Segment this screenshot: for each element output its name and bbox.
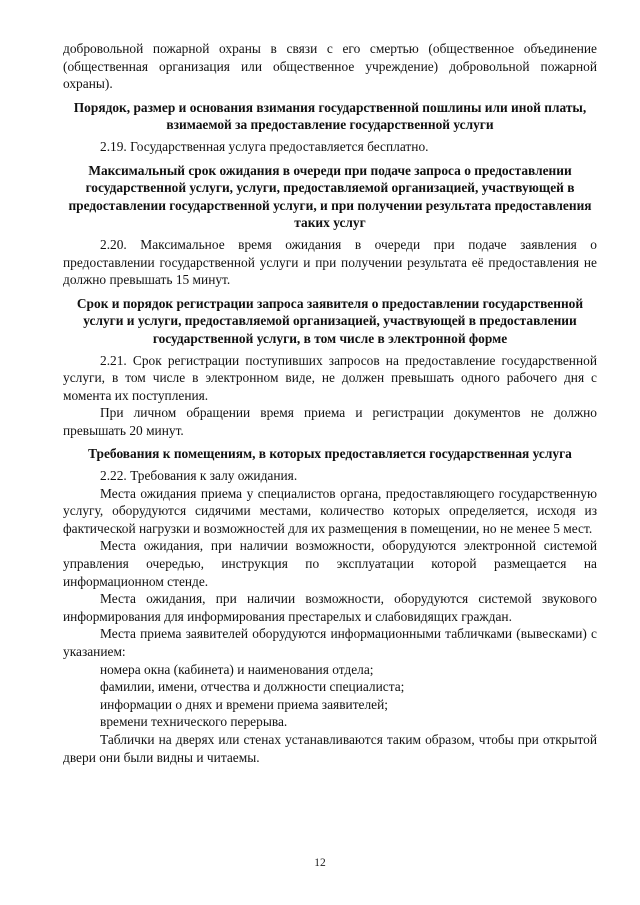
list-item: времени технического перерыва. — [100, 714, 288, 730]
paragraph-2-22: 2.22. Требования к залу ожидания. — [100, 468, 298, 484]
section-heading-registration: Срок и порядок регистрации запроса заявителя о предоставлении государственной услуги и услуги, предоставляемой организацией, участвующей в предоставлении государственной услуги, в том числе в электронной форме — [76, 295, 584, 346]
page-number: 12 — [314, 857, 326, 869]
list-item: информации о днях и времени приема заявителей; — [100, 696, 388, 712]
list-item: фамилии, имени, отчества и должности специалиста; — [100, 679, 405, 695]
paragraph-signage: Места приема заявителей оборудуются информационными табличками (вывесками) с указанием: — [63, 626, 597, 659]
list-item: номера окна (кабинета) и наименования отдела; — [100, 661, 374, 677]
paragraph-seating: Места ожидания приема у специалистов органа, предоставляющего государственную услугу, оборудуются сидячими местами, количество которых определяется, исходя из фактической нагрузки и возможностей для их размещения в помещении, но не менее 5 мест. — [63, 485, 597, 536]
section-heading-queue-time: Максимальный срок ожидания в очереди при подаче запроса о предоставлении государственной услуги, услуги, предоставляемой организацией, участвующей в предоставлении государственной услуги, и при получении результата предоставления таких услуг — [68, 162, 592, 231]
paragraph-2-19: 2.19. Государственная услуга предоставляется бесплатно. — [100, 138, 429, 154]
paragraph-door-signs: Таблички на дверях или стенах устанавливаются таким образом, чтобы при открытой двери они были видны и читаемы. — [63, 731, 597, 765]
paragraph-queue-system: Места ожидания, при наличии возможности, оборудуются электронной системой управления очередью, инструкция по эксплуатации которой размещается на информационном стенде. — [63, 538, 597, 589]
section-heading-premises: Требования к помещениям, в которых предоставляется государственная услуга — [88, 446, 572, 462]
paragraph-2-20: 2.20. Максимальное время ожидания в очереди при подаче заявления о предоставлении государственной услуги и при получении результата её предоставления не должно превышать 15 минут. — [63, 236, 597, 288]
paragraph-2-21: 2.21. Срок регистрации поступивших запросов на предоставление государственной услуги, в том числе в электронном виде, не должен превышать одного рабочего дня с момента их поступления. — [63, 352, 597, 403]
paragraph-personal-visit: При личном обращении время приема и регистрации документов не должно превышать 20 минут. — [63, 405, 597, 438]
intro-paragraph: добровольной пожарной охраны в связи с его смертью (общественное объединение (общественная организация или общественное учреждение) добровольной пожарной охраны). — [63, 41, 597, 92]
document-page — [63, 40, 597, 766]
section-heading-fee: Порядок, размер и основания взимания государственной пошлины или иной платы, взимаемой за предоставление государственной услуги — [73, 99, 587, 133]
paragraph-sound-system: Места ожидания, при наличии возможности, оборудуются системой звукового информирования для информирования престарелых и слабовидящих граждан. — [63, 591, 597, 624]
